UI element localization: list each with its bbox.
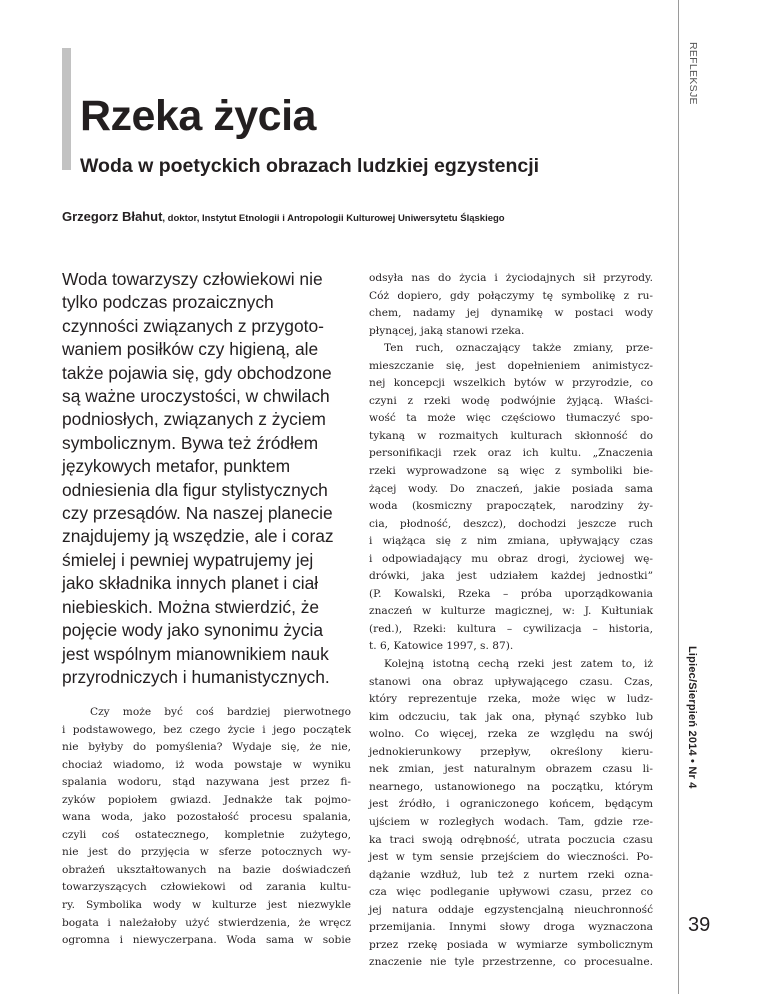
lead-line: także pojawia się, gdy obchodzone — [62, 362, 332, 383]
text-line: nej koncepcji wszelkich bytów w przyrodzie, co — [369, 377, 653, 390]
text-line: znaczeń w kulturze magicznej, w: J. Kułtuniak — [369, 605, 653, 618]
lead-line: jako składnika innych planet i ciał — [62, 573, 319, 594]
lead-line: odniesienia dla figur stylistycznych — [62, 479, 328, 500]
text-line: znaczenie nie tyle przestrzenne, co procesualne. — [369, 956, 653, 969]
text-line: ujściem w rozległych wodach. Tam, gdzie rze- — [369, 815, 653, 828]
text-line: wana woda, jako pozostałość procesu spalania, — [62, 811, 351, 824]
text-line: Czy może być coś bardziej pierwotnego — [90, 706, 351, 718]
text-line: kim odczuciu, tak jak ona, płynąć szybko lub — [369, 710, 653, 723]
text-line: obrażeń ukształtowanych na bazie doświadczeń — [62, 863, 351, 876]
text-line: i podstawowego, bez czego życie i jego początek — [62, 723, 351, 736]
text-line: nie jest do przyjęcia w sferze potocznych wy- — [62, 846, 351, 859]
title-accent-bar — [62, 48, 71, 170]
lead-line: czy przesądów. Na naszej planecie — [62, 503, 333, 524]
text-line: cza więc podleganie upływowi czasu, przez co — [369, 886, 653, 899]
article-subtitle: Woda w poetyckich obrazach ludzkiej egzystencji — [80, 155, 540, 177]
text-line: jest źródło, i ograniczonego końcem, będącym — [369, 798, 653, 811]
text-line: jej natura oddaje egzystencjalną nieuchronność — [369, 903, 653, 916]
text-line: Kolejną istotną cechą rzeki jest zatem to, iż — [384, 658, 653, 671]
body-column-left — [62, 704, 351, 950]
text-line: dążanie wzdłuż, lub też z nurtem rzeki ozna- — [369, 868, 653, 881]
text-line: t. 6, Katowice 1997, s. 87). — [369, 640, 514, 653]
lead-line: Woda towarzyszy człowiekowi nie — [62, 269, 323, 289]
text-line: żącej wody. Do znaczeń, jakie posiada sama — [369, 482, 653, 495]
issue-label: Lipiec/Sierpień 2014 • Nr 4 — [686, 646, 698, 789]
text-line: (red.), Rzeki: kultura – cywilizacja – historia, — [369, 622, 653, 635]
text-line: czyli coś ostatecznego, kompletnie zużytego, — [62, 828, 351, 841]
lead-line: niebieskich. Można stwierdzić, że — [62, 596, 320, 617]
text-line: nearnego, ustanowionego na początku, którym — [369, 780, 653, 793]
lead-line: są ważne uroczystości, w chwilach — [62, 386, 330, 407]
text-line: jednokierunkowy przepływ, określony kieru- — [369, 745, 653, 758]
text-line: Cóż dopiero, gdy połączymy tę symbolikę z ru- — [369, 289, 653, 302]
lead-line: symbolicznym. Bywa też źródłem — [62, 432, 319, 453]
lead-line: podniosłych, związanych z życiem — [62, 409, 326, 430]
lead-line: znajdujemy ją wszędzie, ale i coraz — [62, 526, 334, 547]
text-line: wość ta może więc częściowo tłumaczyć spo- — [369, 412, 653, 425]
text-line: towarzyszących człowiekowi od zarania kultu- — [62, 881, 351, 894]
text-line: bogata i należałoby użyć stwierdzenia, że wręcz — [62, 916, 351, 929]
lead-paragraph — [62, 268, 352, 689]
text-line: cia, płodność, deszcz), dochodzi jeszcze ruch — [369, 517, 653, 530]
text-line: tykaną w rozmaitych kulturach skłonność do — [369, 429, 653, 442]
text-line: rzeki wyprowadzone są więc z symboliki bie- — [369, 465, 653, 478]
text-line: płynącej, jaką stanowi rzeka. — [369, 324, 525, 337]
author-name: Grzegorz Błahut — [62, 209, 163, 224]
author-affiliation: , doktor, Instytut Etnologii i Antropologii Kulturowej Uniwersytetu Śląskiego — [162, 213, 505, 224]
text-line: spalania wodoru, stąd nazywana jest przez fi- — [62, 776, 351, 789]
text-line: ka traci swoją odrębność, utrata poczucia czasu — [369, 833, 653, 846]
body-column-right — [369, 270, 653, 972]
text-line: ogromna i niewyczerpana. Woda sama w sobie — [62, 934, 351, 947]
page-number: 39 — [688, 914, 711, 936]
article-title: Rzeka życia — [80, 92, 316, 140]
lead-line: przyrodniczych i humanistycznych. — [62, 666, 330, 687]
lead-line: śmielej i pewniej wypatrujemy jej — [62, 549, 314, 570]
text-line: czyni z rzeki wodę podwójnie żyjącą. Właści- — [369, 394, 653, 407]
lead-line: jest wspólnym mianownikiem nauk — [62, 643, 329, 664]
text-line: chociaż wiadomo, iż woda powstaje w wyniku — [62, 758, 351, 771]
text-line: przez rzekę posiada w wymiarze symbolicznym — [369, 938, 653, 951]
text-line: który reprezentuje rzeka, może więc w ludz- — [369, 693, 653, 706]
text-line: stanowi ona obraz upływającego czasu. Czas, — [369, 675, 653, 688]
text-line: zyków popiołem gwiazd. Jednakże tak pojmo- — [62, 793, 351, 806]
text-line: nie byłyby do pomyślenia? Wydaje się, że nie, — [62, 741, 351, 754]
text-line: Ten ruch, oznaczający także zmiany, prze- — [384, 342, 653, 355]
text-line: personifikacji rzek oraz ich kultu. „Znaczenia — [369, 447, 653, 460]
margin-rule — [678, 0, 679, 994]
text-line: ry. Symbolika wody w kulturze jest niezwykle — [62, 899, 351, 912]
section-label: REFLEKSJE — [687, 42, 699, 105]
text-line: nek zmian, jest naturalnym obrazem czasu li- — [369, 763, 653, 776]
text-line: i wiążąca się z nim zmiana, upływający czas — [369, 535, 653, 548]
lead-line: czynności związanych z przygoto- — [62, 315, 324, 336]
text-line: przemijania. Innymi słowy droga wyznaczona — [369, 921, 653, 934]
lead-line: waniem posiłków czy higieną, ale — [62, 339, 319, 360]
text-line: drówki, jaka jest udziałem każdej jednostki” — [369, 570, 653, 583]
lead-line: tylko podczas prozaicznych — [62, 292, 274, 313]
byline — [62, 208, 505, 226]
lead-line: językowych metafor, punktem — [62, 456, 291, 477]
text-line: mieszczanie się, jest dopełnieniem animistycz- — [369, 359, 653, 372]
text-line: chem, nadamy jej dynamikę w postaci wody — [369, 307, 653, 320]
text-line: woda (kosmiczny prapoczątek, narodziny ży- — [369, 500, 653, 513]
text-line: wolno. Co więcej, rzeka ze względu na swój — [369, 728, 653, 741]
text-line: odsyła nas do życia i życiodajnych sił przyrody. — [369, 272, 653, 284]
text-line: i odpowiadający mu obraz drogi, życiowej wę- — [369, 552, 653, 565]
lead-line: pojęcie wody jako synonimu życia — [62, 620, 323, 641]
text-line: jest w tym sensie przejściem do wieczności. Po- — [369, 851, 653, 864]
text-line: (P. Kowalski, Rzeka – próba uporządkowania — [369, 587, 653, 600]
